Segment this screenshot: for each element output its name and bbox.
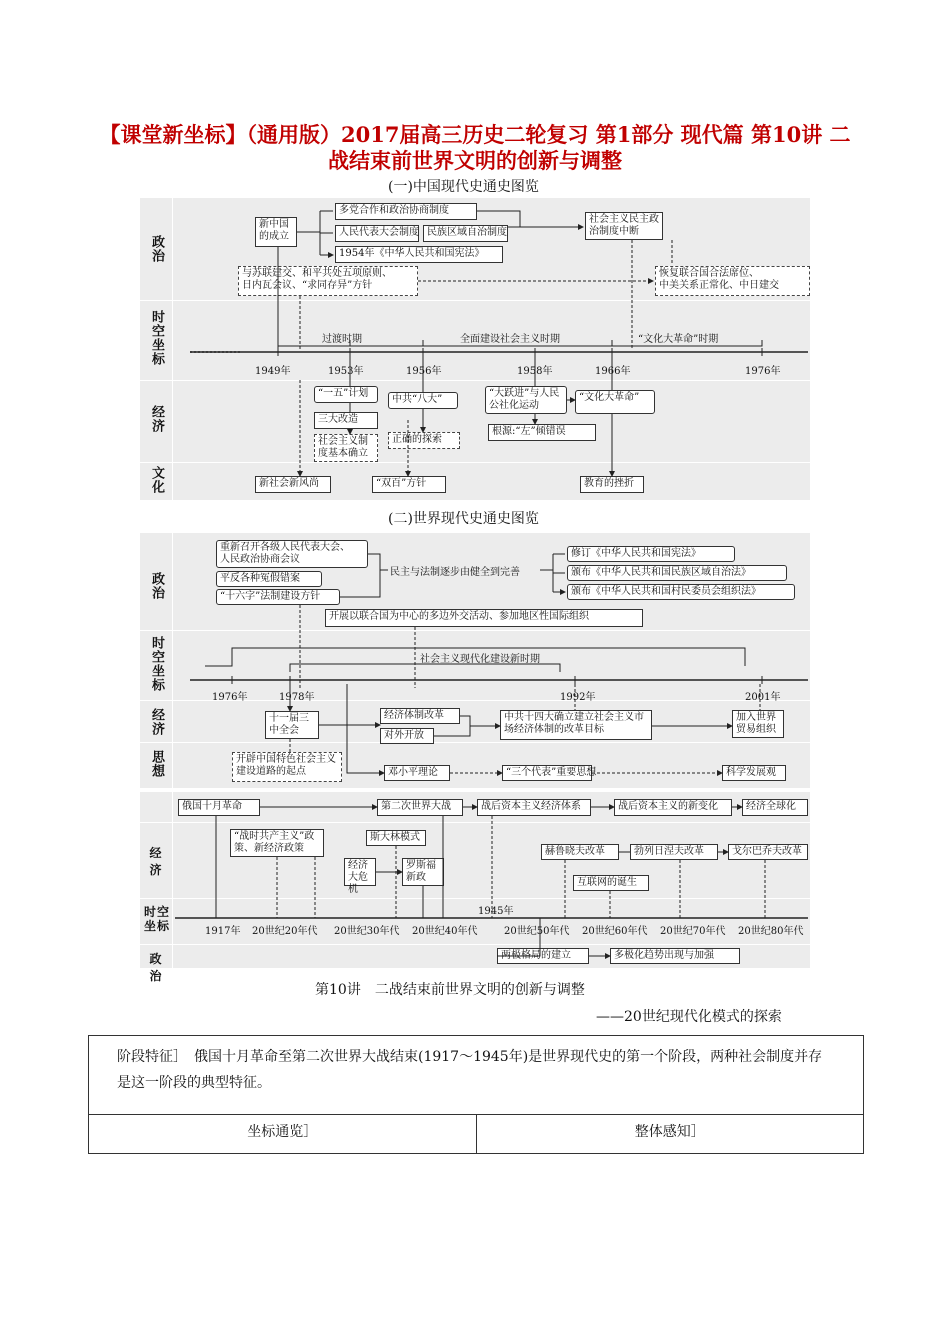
rehabilitation-box: 平反各种冤假错案 — [216, 571, 322, 587]
brezhnev-reform-box: 勃列日涅夫改革 — [630, 844, 718, 860]
eighth-congress-box: 中共“八大” — [388, 392, 458, 409]
diplomacy-line1: 与苏联建交、和平共处五项原则、 — [242, 268, 392, 279]
founding-box: 新中国的成立 — [255, 217, 297, 247]
year-1980s: 20世纪80年代 — [738, 926, 804, 937]
period-construction: 全面建设社会主义时期 — [460, 334, 560, 345]
label-politics-3: 政治 — [149, 952, 163, 983]
october-revolution-box: 俄国十月革命 — [178, 799, 260, 816]
year-1949: 1949年 — [255, 366, 291, 377]
un-seat-line1: 恢复联合国合法席位、 — [659, 268, 759, 279]
caption-world: (二)世界现代史通史图览 — [388, 511, 539, 527]
year-1960s: 20世纪60年代 — [582, 926, 648, 937]
socialist-system-box: 社会主义制度基本确立 — [314, 434, 378, 462]
postwar-system-box: 战后资本主义经济体系 — [477, 799, 591, 816]
new-customs-box: 新社会新风尚 — [255, 476, 331, 493]
third-plenum-box: 十一届三中全会 — [265, 711, 319, 739]
label-thought-2: 思想 — [149, 750, 164, 778]
ethnic-autonomy-law-box: 颁布《中华人民共和国民族区域自治法》 — [567, 565, 787, 581]
un-seat-line2: 中美关系正常化、中日建交 — [659, 280, 779, 291]
label-timeline: 时空坐标 — [149, 310, 164, 366]
summary-table — [88, 1035, 864, 1154]
year-1950s: 20世纪50年代 — [504, 926, 570, 937]
bipolar-box: 两极格局的建立 — [497, 948, 589, 964]
label-culture: 文化 — [149, 466, 164, 494]
cultural-revolution-box: “文化大革命” — [575, 390, 655, 414]
coordinate-cell: 坐标通览］ — [89, 1115, 477, 1154]
year-1966: 1966年 — [595, 366, 631, 377]
label-politics: 政治 — [149, 235, 164, 263]
year-1953: 1953年 — [328, 366, 364, 377]
overview-cell: 整体感知］ — [476, 1115, 864, 1154]
wwii-box: 第二次世界大战 — [377, 799, 463, 816]
year-1920s: 20世纪20年代 — [252, 926, 318, 937]
opening-up-box: 对外开放 — [380, 728, 434, 744]
year-1976b: 1976年 — [212, 692, 248, 703]
three-represents-box: “三个代表”重要思想 — [502, 765, 592, 781]
war-communism-box: “战时共产主义”政策、新经济政策 — [230, 829, 324, 857]
multilateral-diplomacy-box: 开展以联合国为中心的多边外交活动、参加地区性国际组织 — [325, 609, 643, 627]
label-economy: 经济 — [149, 405, 164, 433]
starting-point-box: 开辟中国特色社会主义建设道路的起点 — [232, 752, 342, 782]
year-1917: 1917年 — [205, 926, 241, 937]
sixteen-char-box: “十六字”法制建设方针 — [216, 589, 340, 605]
first-five-year-plan-box: “一五”计划 — [314, 386, 378, 403]
internet-box: 互联网的诞生 — [573, 875, 649, 891]
economic-reform-box: 经济体制改革 — [380, 708, 460, 724]
multiparty-box: 多党合作和政治协商制度 — [335, 203, 477, 220]
year-1940s: 20世纪40年代 — [412, 926, 478, 937]
npc-box: 人民代表大会制度 — [335, 225, 419, 242]
label-timeline-2: 时空坐标 — [149, 636, 164, 692]
diplomacy-line2: 日内瓦会议、“求同存异”方针 — [242, 280, 373, 291]
page-title: 【课堂新坐标】（通用版）2017届高三历史二轮复习 第1部分 现代篇 第10讲 二战结束前世界文明的创新与调整 — [99, 122, 851, 173]
gorbachev-reform-box: 戈尔巴乔夫改革 — [728, 844, 808, 860]
new-period-text: 社会主义现代化建设新时期 — [420, 654, 540, 665]
stage-feature-cell: 阶段特征］ 俄国十月革命至第二次世界大战结束(1917～1945年)是世界现代史的第一个阶段，两种社会制度并存是这一阶段的典型特征。 — [89, 1036, 864, 1115]
democracy-interrupted-box: 社会主义民主政治制度中断 — [585, 212, 663, 240]
period-cultural-revolution: “文化大革命”时期 — [638, 334, 719, 345]
label-politics-2: 政治 — [149, 572, 164, 600]
year-1992: 1992年 — [560, 692, 596, 703]
year-1970s: 20世纪70年代 — [660, 926, 726, 937]
label-economy-3: 经济 — [149, 846, 163, 877]
year-2001: 2001年 — [745, 692, 781, 703]
year-1956: 1956年 — [406, 366, 442, 377]
reconvene-line2: 人民政治协商会议 — [220, 554, 300, 565]
rule-of-law-text: 民主与法制逐步由健全到完善 — [390, 567, 520, 578]
label-timeline-3: 时空坐标 — [144, 905, 171, 933]
constitution-box: 1954年《中华人民共和国宪法》 — [335, 246, 503, 263]
stalin-model-box: 斯大林模式 — [366, 830, 426, 846]
year-1945: 1945年 — [478, 906, 514, 917]
year-1976: 1976年 — [745, 366, 781, 377]
multipolar-box: 多极化趋势出现与加强 — [610, 948, 740, 964]
autonomy-box: 民族区域自治制度 — [423, 225, 508, 242]
village-committee-law-box: 颁布《中华人民共和国村民委员会组织法》 — [567, 584, 795, 600]
postwar-changes-box: 战后资本主义的新变化 — [614, 799, 732, 816]
great-depression-box: 经济大危机 — [344, 858, 376, 886]
fourteenth-congress-box: 中共十四大确立建立社会主义市场经济体制的改革目标 — [500, 710, 652, 740]
double-hundred-box: “双百”方针 — [372, 476, 446, 493]
revise-constitution-box: 修订《中华人民共和国宪法》 — [567, 546, 735, 562]
label-economy-2: 经济 — [149, 708, 164, 736]
education-setback-box: 教育的挫折 — [580, 476, 644, 493]
root-cause-box: 根源:“左”倾错误 — [488, 424, 596, 441]
deng-theory-box: 邓小平理论 — [384, 765, 450, 781]
period-transition: 过渡时期 — [322, 334, 362, 345]
wto-box: 加入世界贸易组织 — [732, 710, 784, 738]
scientific-outlook-box: 科学发展观 — [722, 765, 786, 781]
globalization-box: 经济全球化 — [742, 799, 808, 816]
year-1930s: 20世纪30年代 — [334, 926, 400, 937]
great-leap-box: “大跃进”与人民公社化运动 — [485, 386, 567, 414]
lesson-subheading: ——20世纪现代化模式的探索 — [596, 1009, 782, 1025]
year-1958: 1958年 — [517, 366, 553, 377]
khrushchev-reform-box: 赫鲁晓夫改革 — [541, 844, 619, 860]
lesson-heading: 第10讲 二战结束前世界文明的创新与调整 — [315, 982, 585, 998]
correct-exploration-box: 正确的探索 — [388, 432, 460, 449]
year-1978: 1978年 — [279, 692, 315, 703]
reconvene-line1: 重新召开各级人民代表大会、 — [220, 542, 350, 553]
new-deal-box: 罗斯福新政 — [402, 858, 444, 886]
three-transformations-box: 三大改造 — [314, 412, 378, 429]
caption-china: (一)中国现代史通史图览 — [388, 179, 539, 195]
